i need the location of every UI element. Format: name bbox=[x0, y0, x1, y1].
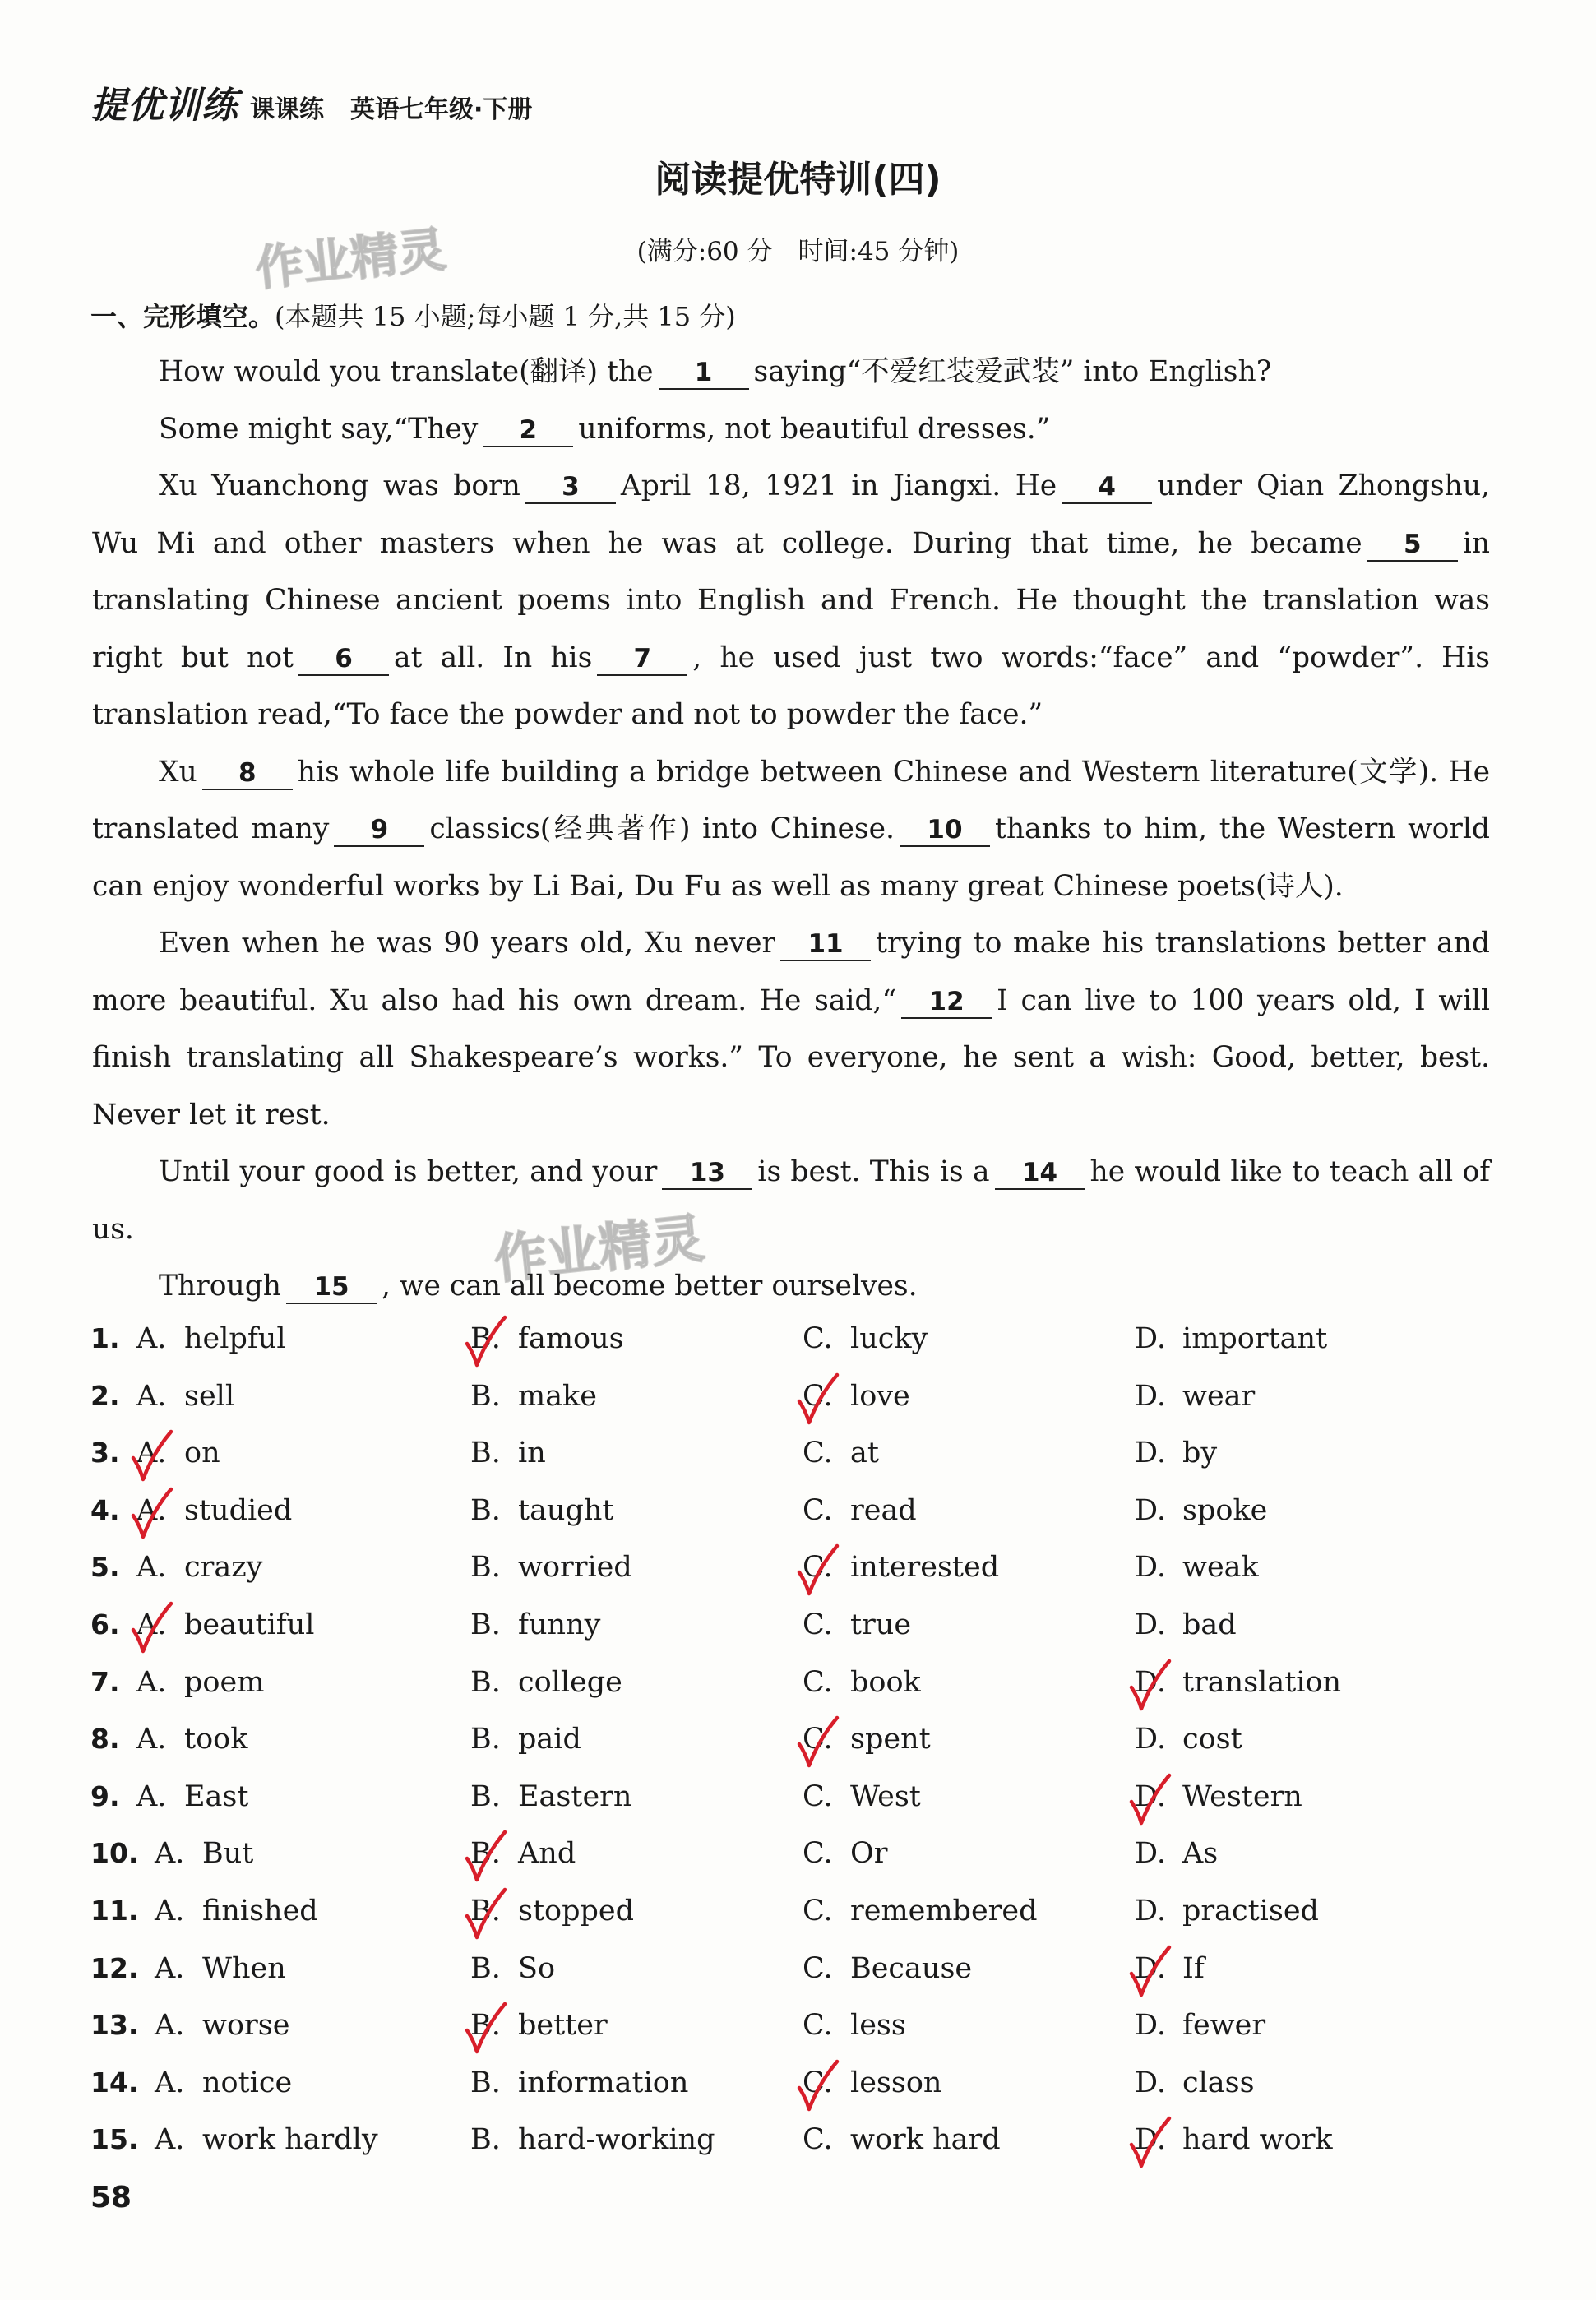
option-letter: C. bbox=[803, 1437, 833, 1470]
passage-text: trying to make his translations better and more beautiful. Xu also had his own dream. He said,“ bbox=[92, 927, 1490, 1017]
option-d[interactable] bbox=[1135, 1494, 1267, 1527]
question-number: 11. bbox=[90, 1894, 139, 1927]
option-a[interactable] bbox=[155, 1895, 318, 1927]
option-letter: C. bbox=[803, 1894, 833, 1927]
option-text: notice bbox=[202, 2066, 293, 2099]
option-text: finished bbox=[202, 1894, 318, 1927]
option-text: crazy bbox=[184, 1551, 263, 1585]
option-text: lesson bbox=[850, 2066, 942, 2099]
watermark: 作业精灵 bbox=[491, 1208, 707, 1292]
option-b[interactable] bbox=[470, 1895, 634, 1927]
option-a[interactable] bbox=[155, 2066, 292, 2099]
score-time-info: (满分:60 分 时间:45 分钟) bbox=[636, 237, 960, 266]
blank-2: 2 bbox=[483, 414, 573, 447]
passage-text: classics(经典著作) into Chinese. bbox=[429, 812, 895, 845]
option-text: Western bbox=[1182, 1779, 1302, 1813]
option-letter: C. bbox=[803, 1723, 833, 1756]
option-text: less bbox=[850, 2009, 906, 2043]
option-d[interactable] bbox=[1135, 1952, 1205, 1985]
option-b[interactable] bbox=[470, 1551, 632, 1584]
blank-1: 1 bbox=[659, 357, 749, 390]
option-text: sell bbox=[184, 1379, 235, 1413]
option-text: As bbox=[1182, 1837, 1219, 1871]
option-d[interactable] bbox=[1135, 1608, 1237, 1641]
question-number: 9. bbox=[90, 1779, 120, 1812]
blank-4: 4 bbox=[1062, 471, 1152, 504]
option-b[interactable] bbox=[470, 1380, 597, 1413]
option-letter: A. bbox=[155, 2123, 185, 2157]
passage-text: thanks to him, the Western world can enjoy wonderful works by Li Bai, Du Fu as well as many great Chinese poets(诗人). bbox=[92, 812, 1490, 903]
option-text: remembered bbox=[850, 1894, 1038, 1927]
passage-text: Xu bbox=[159, 755, 197, 789]
question-row bbox=[90, 1888, 1505, 1946]
option-text: by bbox=[1182, 1437, 1218, 1470]
option-text: work hard bbox=[850, 2123, 1001, 2157]
option-letter: B. bbox=[470, 1665, 501, 1699]
option-letter: A. bbox=[155, 2066, 185, 2099]
option-text: So bbox=[518, 1951, 556, 1985]
question-row bbox=[90, 1946, 1505, 2003]
option-letter: B. bbox=[470, 1379, 501, 1413]
option-c[interactable] bbox=[803, 1837, 887, 1870]
option-text: Eastern bbox=[518, 1779, 632, 1813]
brand-subtitle: 课课练 bbox=[250, 95, 324, 124]
option-letter: A. bbox=[136, 1551, 167, 1585]
option-b[interactable] bbox=[470, 2009, 608, 2042]
option-letter: A. bbox=[155, 1951, 185, 1985]
option-letter: A. bbox=[136, 1608, 167, 1641]
option-text: famous bbox=[518, 1322, 624, 1355]
option-c[interactable] bbox=[803, 2123, 1001, 2156]
blank-15: 15 bbox=[286, 1271, 377, 1304]
option-text: When bbox=[202, 1951, 286, 1985]
option-a[interactable] bbox=[136, 1666, 264, 1699]
option-text: at bbox=[850, 1437, 879, 1470]
option-a[interactable] bbox=[136, 1608, 314, 1641]
option-text: on bbox=[184, 1437, 220, 1470]
passage-text: , he used just two words:“face” and “powder”. His translation read,“To face the powder and not to powder the face.” bbox=[92, 641, 1490, 731]
option-letter: B. bbox=[470, 1322, 501, 1355]
blank-14: 14 bbox=[995, 1157, 1085, 1190]
option-letter: D. bbox=[1135, 1493, 1166, 1527]
option-d[interactable] bbox=[1135, 1322, 1327, 1355]
option-text: stopped bbox=[518, 1894, 635, 1927]
question-number: 12. bbox=[90, 1951, 139, 1984]
question-row bbox=[90, 1430, 1505, 1488]
option-letter: A. bbox=[155, 2009, 185, 2043]
option-b[interactable] bbox=[470, 1837, 576, 1870]
section-label: 一、完形填空。 bbox=[90, 301, 275, 332]
passage-text: is best. This is a bbox=[757, 1155, 990, 1188]
option-a[interactable] bbox=[155, 2009, 289, 2042]
option-text: in bbox=[518, 1437, 546, 1470]
option-letter: B. bbox=[470, 1723, 501, 1756]
option-a[interactable] bbox=[136, 1380, 234, 1413]
option-text: work hardly bbox=[202, 2123, 378, 2157]
option-text: funny bbox=[518, 1608, 601, 1641]
question-row bbox=[90, 1716, 1505, 1774]
option-text: important bbox=[1182, 1322, 1328, 1355]
option-letter: D. bbox=[1135, 1665, 1166, 1699]
option-text: beautiful bbox=[184, 1608, 315, 1641]
option-a[interactable] bbox=[136, 1494, 292, 1527]
option-text: fewer bbox=[1182, 2009, 1266, 2043]
option-text: If bbox=[1182, 1951, 1205, 1985]
option-text: West bbox=[850, 1779, 921, 1813]
option-letter: B. bbox=[470, 1837, 501, 1871]
option-text: class bbox=[1182, 2066, 1255, 2099]
option-letter: A. bbox=[155, 1894, 185, 1927]
option-a[interactable] bbox=[136, 1723, 247, 1756]
option-text: worse bbox=[202, 2009, 290, 2043]
option-text: studied bbox=[184, 1493, 293, 1527]
paragraph bbox=[92, 1144, 1490, 1258]
question-number: 13. bbox=[90, 2009, 139, 2042]
option-text: book bbox=[850, 1665, 921, 1699]
option-letter: D. bbox=[1135, 1894, 1166, 1927]
option-b[interactable] bbox=[470, 2123, 715, 2156]
option-text: love bbox=[850, 1379, 910, 1413]
option-text: hard work bbox=[1182, 2123, 1333, 2157]
option-letter: A. bbox=[136, 1322, 167, 1355]
option-d[interactable] bbox=[1135, 1437, 1217, 1469]
question-number: 6. bbox=[90, 1608, 120, 1641]
option-letter: A. bbox=[136, 1723, 167, 1756]
option-letter: D. bbox=[1135, 2066, 1166, 2099]
option-letter: C. bbox=[803, 1493, 833, 1527]
option-letter: B. bbox=[470, 1551, 501, 1585]
blank-13: 13 bbox=[662, 1157, 752, 1190]
option-b[interactable] bbox=[470, 1322, 624, 1355]
passage-text: in translating Chinese ancient poems into English and French. He thought the translation was right but not bbox=[92, 526, 1490, 674]
question-number: 1. bbox=[90, 1322, 120, 1354]
passage-text: under Qian Zhongshu, Wu Mi and other masters when he was at college. During that time, he became bbox=[92, 470, 1491, 560]
option-letter: D. bbox=[1135, 1723, 1166, 1756]
option-c[interactable] bbox=[803, 1780, 921, 1813]
question-number: 2. bbox=[90, 1379, 120, 1412]
option-letter: C. bbox=[803, 1379, 833, 1413]
option-letter: C. bbox=[803, 1608, 833, 1641]
question-number: 7. bbox=[90, 1665, 120, 1698]
option-letter: B. bbox=[470, 1437, 501, 1470]
option-letter: C. bbox=[803, 2123, 833, 2157]
option-letter: C. bbox=[803, 1951, 833, 1985]
question-row bbox=[90, 1316, 1505, 1373]
option-letter: A. bbox=[155, 1837, 185, 1871]
question-number: 4. bbox=[90, 1493, 120, 1526]
option-d[interactable] bbox=[1135, 2009, 1265, 2042]
option-text: Because bbox=[850, 1951, 973, 1985]
option-text: weak bbox=[1182, 1551, 1259, 1585]
option-letter: D. bbox=[1135, 1837, 1166, 1871]
option-a[interactable] bbox=[136, 1437, 220, 1469]
option-text: college bbox=[518, 1665, 622, 1699]
option-letter: B. bbox=[470, 2123, 501, 2157]
option-letter: A. bbox=[136, 1779, 167, 1813]
option-letter: D. bbox=[1135, 1437, 1166, 1470]
option-text: East bbox=[184, 1779, 249, 1813]
option-c[interactable] bbox=[803, 1437, 879, 1469]
blank-11: 11 bbox=[780, 928, 871, 961]
question-number: 10. bbox=[90, 1837, 139, 1870]
option-b[interactable] bbox=[470, 1952, 555, 1985]
option-letter: A. bbox=[136, 1379, 167, 1413]
option-text: read bbox=[850, 1493, 917, 1527]
option-b[interactable] bbox=[470, 1608, 600, 1641]
question-row bbox=[90, 2060, 1505, 2117]
option-d[interactable] bbox=[1135, 1380, 1255, 1413]
question-number: 14. bbox=[90, 2066, 139, 2099]
option-text: better bbox=[518, 2009, 608, 2043]
option-letter: D. bbox=[1135, 1608, 1166, 1641]
option-letter: C. bbox=[803, 1837, 833, 1871]
option-text: true bbox=[850, 1608, 912, 1641]
passage-text: Some might say,“They bbox=[159, 412, 479, 446]
option-d[interactable] bbox=[1135, 2123, 1333, 2156]
blank-12: 12 bbox=[901, 986, 992, 1019]
blank-10: 10 bbox=[900, 814, 990, 847]
paragraph bbox=[92, 744, 1490, 916]
option-d[interactable] bbox=[1135, 1723, 1242, 1756]
section-title bbox=[90, 296, 736, 334]
brand-logo: 提优训练 bbox=[90, 85, 238, 127]
option-text: Or bbox=[850, 1837, 888, 1871]
blank-5: 5 bbox=[1367, 529, 1458, 562]
option-c[interactable] bbox=[803, 2066, 941, 2099]
option-text: practised bbox=[1182, 1894, 1319, 1927]
option-c[interactable] bbox=[803, 2009, 906, 2042]
option-letter: B. bbox=[470, 2066, 501, 2099]
option-text: spoke bbox=[1182, 1493, 1268, 1527]
passage-text: saying“不爱红装爱武装” into English? bbox=[753, 355, 1272, 388]
option-letter: C. bbox=[803, 1551, 833, 1585]
option-letter: C. bbox=[803, 1779, 833, 1813]
option-b[interactable] bbox=[470, 1780, 631, 1813]
option-letter: D. bbox=[1135, 1551, 1166, 1585]
option-b[interactable] bbox=[470, 1666, 622, 1699]
question-row bbox=[90, 1602, 1505, 1659]
passage-text: his whole life building a bridge between Chinese and Western literature(文学). He translated many bbox=[92, 755, 1490, 845]
option-letter: B. bbox=[470, 1894, 501, 1927]
option-letter: D. bbox=[1135, 1951, 1166, 1985]
question-number: 5. bbox=[90, 1551, 120, 1584]
option-a[interactable] bbox=[155, 1837, 253, 1870]
option-c[interactable] bbox=[803, 1895, 1038, 1927]
option-text: information bbox=[518, 2066, 689, 2099]
passage-text: uniforms, not beautiful dresses.” bbox=[578, 412, 1051, 446]
option-text: spent bbox=[850, 1723, 931, 1756]
option-letter: A. bbox=[136, 1437, 167, 1470]
option-c[interactable] bbox=[803, 1494, 917, 1527]
option-c[interactable] bbox=[803, 1952, 972, 1985]
option-letter: B. bbox=[470, 2009, 501, 2043]
option-letter: D. bbox=[1135, 2009, 1166, 2043]
question-row bbox=[90, 1544, 1505, 1602]
watermark: 作业精灵 bbox=[252, 221, 449, 297]
option-d[interactable] bbox=[1135, 2066, 1255, 2099]
blank-6: 6 bbox=[298, 643, 389, 676]
question-row bbox=[90, 1659, 1505, 1717]
option-letter: B. bbox=[470, 1779, 501, 1813]
option-a[interactable] bbox=[136, 1551, 262, 1584]
passage-text: Until your good is better, and your bbox=[159, 1155, 658, 1188]
option-c[interactable] bbox=[803, 1322, 928, 1355]
question-row bbox=[90, 1488, 1505, 1545]
option-d[interactable] bbox=[1135, 1837, 1218, 1870]
page-title: 阅读提优特训(四) bbox=[655, 159, 941, 201]
option-text: bad bbox=[1182, 1608, 1237, 1641]
page-header bbox=[90, 76, 532, 128]
option-letter: D. bbox=[1135, 1322, 1166, 1355]
option-letter: D. bbox=[1135, 1379, 1166, 1413]
option-d[interactable] bbox=[1135, 1895, 1319, 1927]
option-text: took bbox=[184, 1723, 248, 1756]
option-d[interactable] bbox=[1135, 1551, 1259, 1584]
option-text: wear bbox=[1182, 1379, 1256, 1413]
question-number: 8. bbox=[90, 1723, 120, 1756]
option-text: lucky bbox=[850, 1322, 928, 1355]
section-note: (本题共 15 小题;每小题 1 分,共 15 分) bbox=[275, 301, 736, 332]
paragraph bbox=[92, 458, 1490, 744]
option-b[interactable] bbox=[470, 2066, 688, 2099]
option-text: worried bbox=[518, 1551, 632, 1585]
option-d[interactable] bbox=[1135, 1666, 1341, 1699]
option-b[interactable] bbox=[470, 1723, 581, 1756]
option-letter: C. bbox=[803, 1322, 833, 1355]
option-text: hard-working bbox=[518, 2123, 715, 2157]
option-letter: A. bbox=[136, 1493, 167, 1527]
option-d[interactable] bbox=[1135, 1780, 1302, 1813]
blank-3: 3 bbox=[525, 471, 616, 504]
option-letter: C. bbox=[803, 2009, 833, 2043]
option-c[interactable] bbox=[803, 1723, 931, 1756]
passage-text: Through bbox=[159, 1270, 282, 1303]
option-text: taught bbox=[518, 1493, 614, 1527]
blank-8: 8 bbox=[202, 757, 293, 790]
option-letter: C. bbox=[803, 2066, 833, 2099]
passage-text: Xu Yuanchong was born bbox=[159, 470, 520, 502]
option-letter: A. bbox=[136, 1665, 167, 1699]
passage-text: How would you translate(翻译) the bbox=[159, 355, 654, 388]
option-a[interactable] bbox=[155, 1952, 286, 1985]
paragraph bbox=[92, 1258, 1490, 1316]
paragraph bbox=[92, 344, 1490, 401]
option-letter: D. bbox=[1135, 1779, 1166, 1813]
option-letter: C. bbox=[803, 1665, 833, 1699]
blank-7: 7 bbox=[597, 643, 687, 676]
question-number: 3. bbox=[90, 1437, 120, 1469]
page-number: 58 bbox=[90, 2181, 132, 2214]
paragraph bbox=[92, 915, 1490, 1144]
option-text: But bbox=[202, 1837, 254, 1871]
option-text: And bbox=[518, 1837, 576, 1871]
option-letter: D. bbox=[1135, 2123, 1166, 2157]
passage-text: I can live to 100 years old, I will finish translating all Shakespeare’s works.” To everyone, he sent a wish: Good, better, best. Never let it rest. bbox=[92, 983, 1490, 1131]
cloze-passage bbox=[92, 344, 1490, 1316]
option-c[interactable] bbox=[803, 1380, 910, 1413]
question-row bbox=[90, 2002, 1505, 2060]
option-text: cost bbox=[1182, 1723, 1242, 1756]
option-text: make bbox=[518, 1379, 597, 1413]
blank-9: 9 bbox=[334, 814, 424, 847]
question-row bbox=[90, 1774, 1505, 1831]
question-row bbox=[90, 2117, 1505, 2174]
paragraph bbox=[92, 401, 1490, 459]
option-a[interactable] bbox=[136, 1322, 286, 1355]
option-b[interactable] bbox=[470, 1494, 613, 1527]
option-text: interested bbox=[850, 1551, 1000, 1585]
option-text: translation bbox=[1182, 1665, 1342, 1699]
option-letter: B. bbox=[470, 1951, 501, 1985]
passage-text: Even when he was 90 years old, Xu never bbox=[159, 927, 776, 960]
option-a[interactable] bbox=[155, 2123, 378, 2156]
book-title: 英语七年级·下册 bbox=[350, 95, 533, 124]
option-text: poem bbox=[184, 1665, 265, 1699]
option-text: paid bbox=[518, 1723, 581, 1756]
passage-text: , we can all become better ourselves. bbox=[382, 1270, 918, 1303]
option-c[interactable] bbox=[803, 1608, 911, 1641]
option-letter: B. bbox=[470, 1608, 501, 1641]
option-text: helpful bbox=[184, 1322, 286, 1355]
option-c[interactable] bbox=[803, 1551, 999, 1584]
option-b[interactable] bbox=[470, 1437, 546, 1469]
option-a[interactable] bbox=[136, 1780, 248, 1813]
option-c[interactable] bbox=[803, 1666, 921, 1699]
answer-options bbox=[90, 1316, 1505, 2174]
question-number: 15. bbox=[90, 2123, 139, 2156]
question-row bbox=[90, 1830, 1505, 1888]
passage-text: at all. In his bbox=[394, 641, 593, 674]
passage-text: he would like to teach all of us. bbox=[92, 1155, 1491, 1246]
option-letter: B. bbox=[470, 1493, 501, 1527]
question-row bbox=[90, 1373, 1505, 1431]
passage-text: April 18, 1921 in Jiangxi. He bbox=[620, 470, 1057, 502]
